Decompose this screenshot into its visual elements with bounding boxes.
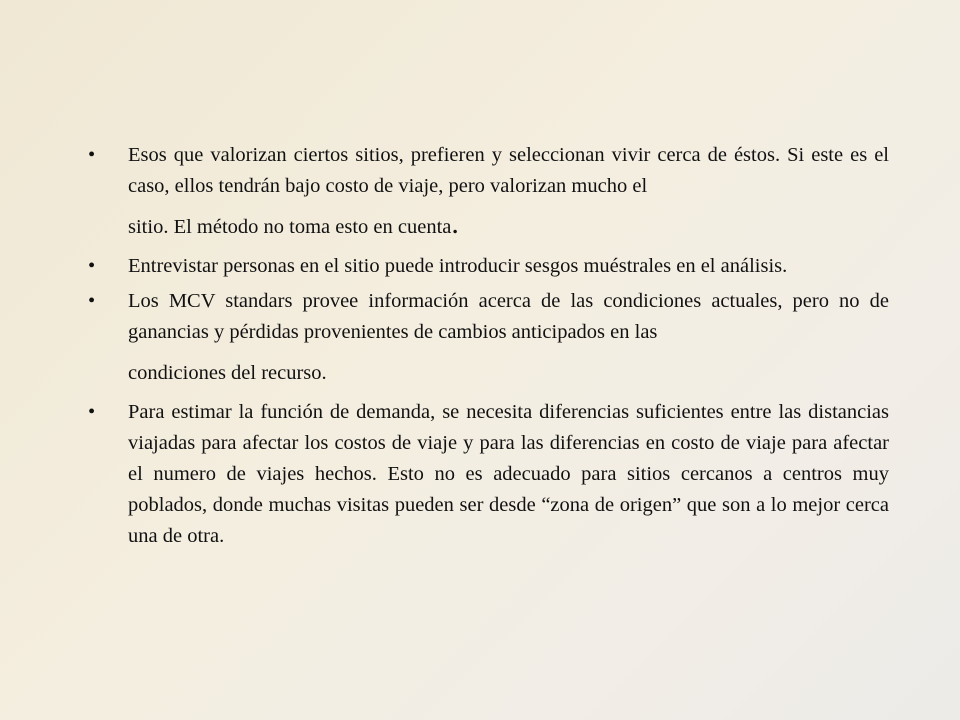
bullet-text-4: Para estimar la función de demanda, se necesita diferencias suficientes entre las distancias viajadas para afectar los costos de viaje y para las diferencias en costo de viaje para afectar el numero de viajes hechos. Esto no es adecuado para sitios cercanos a centros muy poblados, donde muchas visitas pueden ser desde “zona de origen” que son a lo mejor cerca una de otra. bbox=[128, 401, 889, 547]
bullet-item-2 bbox=[88, 251, 889, 282]
slide-content bbox=[88, 140, 889, 560]
bullet-text-1-last-line bbox=[128, 207, 889, 243]
bullet-marker: • bbox=[88, 290, 96, 312]
bullet-text-3-last-line: condiciones del recurso. bbox=[128, 362, 327, 384]
bullet-item-4 bbox=[88, 397, 889, 552]
bullet-item-3 bbox=[88, 286, 889, 389]
bullet-marker: • bbox=[88, 401, 96, 423]
bullet-text-3: Los MCV standars provee información acerca de las condiciones actuales, pero no de ganancias y pérdidas provenientes de cambios anticipados en las bbox=[128, 290, 889, 343]
bullet-item-1 bbox=[88, 140, 889, 243]
bullet-text-1-end-mark: . bbox=[451, 207, 459, 240]
bullet-text-1: Esos que valorizan ciertos sitios, prefieren y seleccionan vivir cerca de éstos. Si este es el caso, ellos tendrán bajo costo de viaje, pero valorizan mucho el bbox=[128, 144, 889, 197]
bullet-list bbox=[88, 140, 889, 552]
bullet-marker: • bbox=[88, 255, 96, 277]
bullet-text-1-last-line-text: sitio. El método no toma esto en cuenta bbox=[128, 216, 452, 238]
bullet-text-2: Entrevistar personas en el sitio puede introducir sesgos muéstrales en el análisis. bbox=[128, 255, 788, 277]
bullet-marker: • bbox=[88, 144, 96, 166]
